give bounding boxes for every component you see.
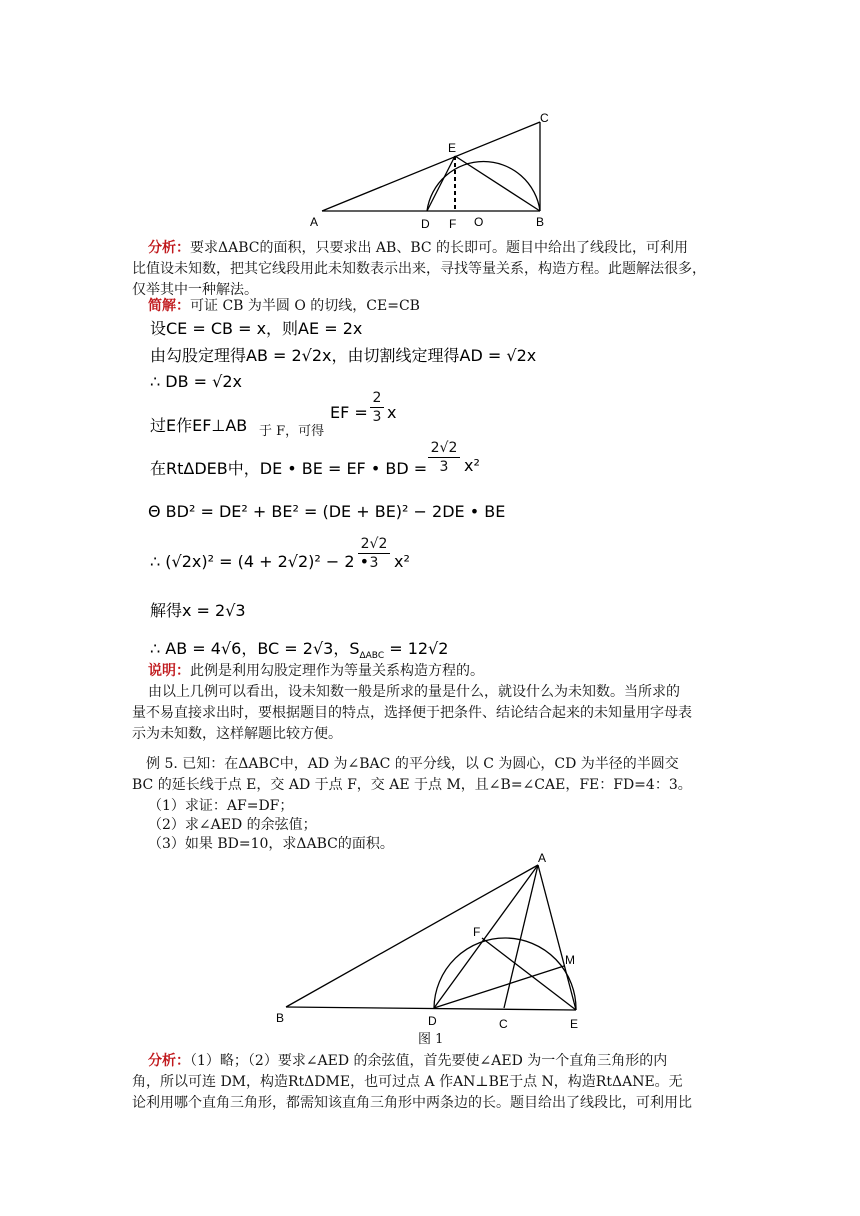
solution-step-9 [150,636,448,661]
solution-step-9-sub: ΔABC [359,651,385,662]
fig1-label-o: O [474,215,484,229]
fig2-label-b: B [276,1011,285,1025]
frac5-numerator: 2√2 [430,440,458,456]
example5-question-3: （3）如果 BD=10，求ΔABC的面积。 [148,836,394,852]
note-line-4: 示为未知数，这样解题比较方便。 [132,726,342,742]
solution-step-7x: x² [394,552,410,571]
frac7-numerator: 2√2 [360,536,388,552]
analysis-line-1 [148,238,688,259]
example5-line-2: BC 的延长线于点 E，交 AD 于点 F，交 AE 于点 M，且∠B=∠CAE，FE：FD=4：3。 [132,777,692,793]
analysis2-text-1: （1）略；（2）要求∠AED 的余弦值，首先要使∠AED 为一个直角三角形的内 [190,1053,668,1069]
fig2-label-e: E [570,1017,579,1031]
fig2-label-c: C [499,1017,508,1031]
solution-line-1 [148,296,420,317]
note-label: 说明： [148,663,190,679]
fig2-label-f: F [473,925,481,939]
frac4-denominator: 3 [372,409,382,425]
solution-text-1: 可证 CB 为半圆 O 的切线，CE=CB [190,298,420,314]
analysis2-line-2: 角，所以可连 DM，构造RtΔDME，也可过点 A 作AN⊥BE于点 N，构造RtΔANE。无 [132,1074,683,1090]
solution-step-7: ∴ (√2x)² = (4 + 2√2)² − 2 • [150,552,370,571]
note-line-3: 量不易直接求出时，要根据题目的特点，选择便于把条件、结论结合起来的未知量用字母表 [132,705,692,721]
fig1-label-b: B [536,215,545,229]
solution-step-4a: 过E作EF⊥AB [150,416,248,435]
fig2-label-d: D [428,1014,437,1028]
figure-2-diagram [270,850,590,1035]
example5-question-2: （2）求∠AED 的余弦值； [148,817,317,833]
solution-step-4b: 于 F，可得 [259,424,325,439]
note-line-1 [148,661,484,682]
figure-2-caption: 图 1 [418,1032,444,1047]
solution-step-8: 解得x = 2√3 [150,601,246,620]
note-line-2: 由以上几例可以看出，设未知数一般是所求的量是什么，就设什么为未知数。当所求的 [148,684,680,700]
figure-1-diagram [300,100,570,235]
fig1-label-e: E [448,141,457,155]
analysis2-line-1 [148,1051,667,1072]
solution-label: 简解： [148,298,190,314]
solution-step-3: ∴ DB = √2x [150,372,242,391]
analysis-line-2: 比值设未知数，把其它线段用此未知数表示出来，寻找等量关系，构造方程。此题解法很多， [132,261,706,277]
frac7-denominator: 3 [369,555,379,571]
solution-step-2: 由勾股定理得AB = 2√2x，由切割线定理得AD = √2x [150,346,537,365]
example5-question-1: （1）求证：AF=DF； [148,798,294,814]
fig1-label-c: C [540,111,549,125]
example5-line-1: 例 5. 已知：在ΔABC中，AD 为∠BAC 的平分线，以 C 为圆心，CD 为半径的半圆交 [146,756,679,772]
solution-step-9-text: ∴ AB = 4√6，BC = 2√3，S [150,639,360,658]
solution-step-4x: x [387,403,397,422]
analysis2-line-3: 论利用哪个直角三角形，都需知该直角三角形中两条边的长。题目给出了线段比，可利用比 [132,1095,692,1111]
solution-step-5x: x² [464,456,480,475]
fig2-label-a: A [538,851,547,865]
analysis-text-1: 要求ΔABC的面积，只要求出 AB、BC 的长即可。题目中给出了线段比，可利用 [190,240,689,256]
fig2-label-m: M [565,953,575,967]
analysis2-label: 分析： [148,1053,190,1069]
solution-step-9-result: = 12√2 [384,639,449,658]
analysis-line-3: 仅举其中一种解法。 [132,282,258,298]
analysis-label: 分析： [148,240,190,256]
note-text-1: 此例是利用勾股定理作为等量关系构造方程的。 [190,663,484,679]
solution-step-1: 设CE = CB = x，则AE = 2x [150,319,363,338]
frac5-denominator: 3 [439,459,449,475]
fig1-label-d: D [421,217,430,231]
solution-step-5: 在RtΔDEB中，DE • BE = EF • BD = [150,459,428,478]
solution-step-7-fraction [358,536,390,571]
frac4-numerator: 2 [372,390,382,406]
fig1-label-a: A [310,215,319,229]
solution-step-4c: EF = [330,403,368,422]
solution-step-5-fraction [428,440,460,475]
solution-step-6: Θ BD² = DE² + BE² = (DE + BE)² − 2DE • BE [148,502,506,521]
solution-step-4-fraction [370,390,384,425]
fig1-label-f: F [449,217,457,231]
